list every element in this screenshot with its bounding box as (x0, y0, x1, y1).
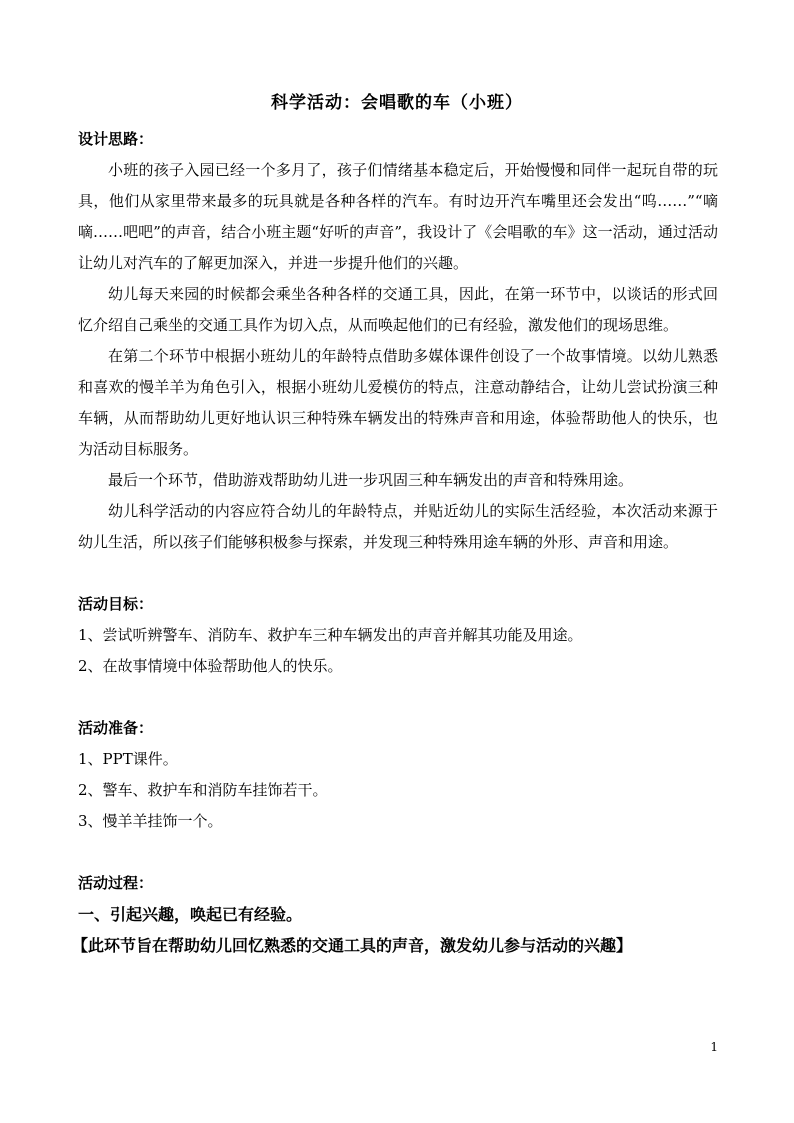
design-paragraph-3: 在第二个环节中根据小班幼儿的年龄特点借助多媒体课件创设了一个故事情境。以幼儿熟悉和喜欢的慢羊羊为角色引入，根据小班幼儿爱模仿的特点，注意动静结合，让幼儿尝试扮演三种车辆，从而帮助幼儿更好地认识三种特殊车辆发出的特殊声音和用途，体验帮助他人的快乐，也为活动目标服务。 (78, 347, 718, 458)
prep-heading: 活动准备： (78, 719, 154, 737)
section-gap (78, 682, 718, 713)
prep-item-3: 3、慢羊羊挂饰一个。 (78, 812, 223, 830)
process-step-1-note: 【此环节旨在帮助幼儿回忆熟悉的交通工具的声音，激发幼儿参与活动的兴趣】 (72, 936, 633, 955)
goal-item-2: 2、在故事情境中体验帮助他人的快乐。 (78, 657, 343, 675)
design-heading: 设计思路： (78, 130, 154, 148)
page-number: 1 (710, 1040, 718, 1054)
design-paragraph-5: 幼儿科学活动的内容应符合幼儿的年龄特点，并贴近幼儿的实际生活经验，本次活动来源于幼儿生活，所以孩子们能够积极参与探索，并发现三种特殊用途车辆的外形、声音和用途。 (78, 502, 718, 551)
process-heading: 活动过程： (78, 874, 154, 892)
process-step-1: 一、引起兴趣，唤起已有经验。 (78, 905, 303, 924)
section-gap (78, 558, 718, 589)
section-gap (78, 837, 718, 868)
prep-item-1: 1、PPT课件。 (78, 750, 178, 768)
document-title: 科学活动：会唱歌的车（小班） (271, 93, 523, 113)
design-paragraph-2: 幼儿每天来园的时候都会乘坐各种各样的交通工具，因此，在第一环节中，以谈话的形式回忆介绍自己乘坐的交通工具作为切入点，从而唤起他们的已有经验，激发他们的现场思维。 (78, 285, 718, 334)
design-paragraph-1: 小班的孩子入园已经一个多月了，孩子们情绪基本稳定后，开始慢慢和同伴一起玩自带的玩具，他们从家里带来最多的玩具就是各种各样的汽车。有时边开汽车嘴里还会发出“呜……”“嘀嘀……吧吧”的声音，结合小班主题“好听的声音”，我设计了《会唱歌的车》这一活动，通过活动让幼儿对汽车的了解更加深入，并进一步提升他们的兴趣。 (78, 161, 718, 272)
goal-item-1: 1、尝试听辨警车、消防车、救护车三种车辆发出的声音并解其功能及用途。 (78, 626, 583, 644)
design-paragraph-4: 最后一个环节，借助游戏帮助幼儿进一步巩固三种车辆发出的声音和特殊用途。 (108, 471, 634, 489)
document-body (72, 124, 718, 961)
goals-heading: 活动目标： (78, 595, 154, 613)
prep-item-2: 2、警车、救护车和消防车挂饰若干。 (78, 781, 328, 799)
